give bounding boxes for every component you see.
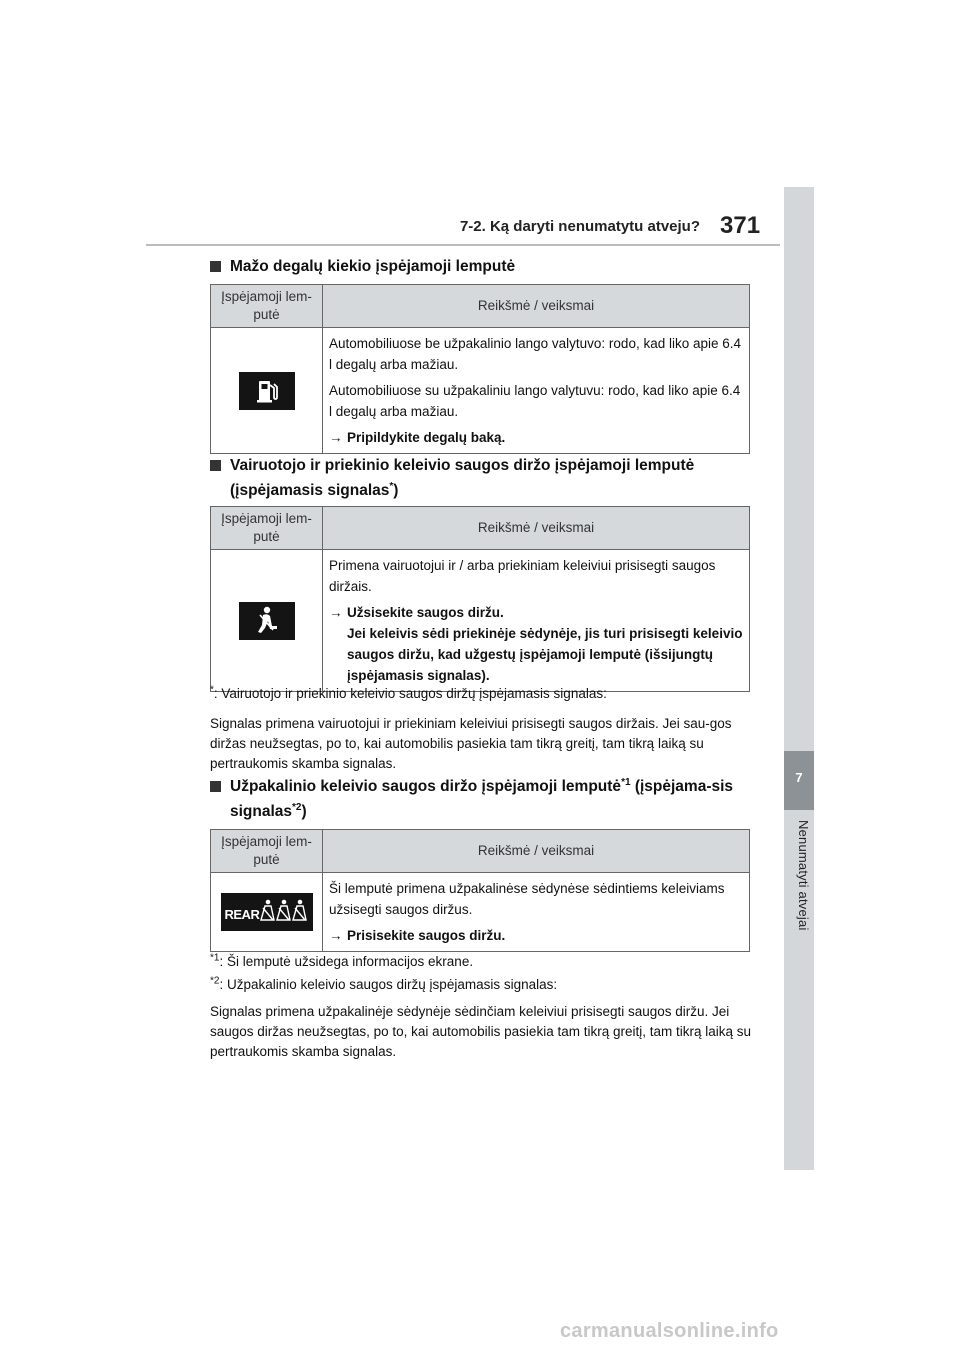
icon-cell — [211, 550, 323, 692]
rear-signal-paragraph: Signalas primena užpakalinėje sėdynėje sėdinčiam keleiviui prisisegti saugos diržu. Jei saugos diržas neužsegtas, po to, kai automobilis pasiekia tam tikrą greitį, tam tikrą laiką su pertraukomis skamba signalas. — [210, 1004, 752, 1059]
icon-cell — [211, 328, 323, 454]
action-line: → Prisisekite saugos diržu. — [329, 925, 743, 946]
fuel-pump-icon — [239, 372, 295, 410]
arrow-icon: → — [329, 605, 343, 620]
col-header-lamp: Įspėjamoji lem-putė — [211, 830, 323, 873]
action-line: → Pripildykite degalų baką. — [329, 427, 743, 448]
low-fuel-table — [210, 284, 750, 454]
meaning-line: Ši lemputė primena užpakalinėse sėdynėse sėdintiems keleiviams užsisegti saugos diržus. — [329, 881, 725, 917]
front-seatbelt-table — [210, 506, 750, 692]
table-row — [211, 873, 750, 952]
meaning-cell — [323, 550, 750, 692]
footnote-mark: * — [210, 684, 214, 696]
table-header-row — [211, 507, 750, 550]
table-header-row — [211, 830, 750, 873]
heading-front-seatbelt: Vairuotojo ir priekinio keleivio saugos diržo įspėjamoji lemputė (įspėjamasis signalas*) — [210, 453, 750, 503]
heading-rear-seatbelt: Užpakalinio keleivio saugos diržo įspėjamoji lemputė$^{*1}$ (įspėjama-sis signalas$^{*2}$) — [210, 774, 750, 824]
footnote-mark: * — [389, 480, 394, 492]
square-bullet-icon — [210, 460, 221, 471]
rear-seatbelt-table — [210, 829, 750, 952]
page-number: 371 — [720, 212, 761, 239]
footnote-mark: *2 — [210, 975, 220, 987]
footnote-star: *: Vairuotojo ir priekinio keleivio saugos diržų įspėjamasis signalas: — [210, 684, 607, 701]
col-header-lamp: Įspėjamoji lem-putė — [211, 285, 323, 328]
col-header-lamp: Įspėjamoji lem-putė — [211, 507, 323, 550]
section-title: 7-2. Ką daryti nenumatytu atveju? — [459, 218, 700, 235]
signal-paragraph: Signalas primena vairuotojui ir priekiniam keleiviui prisisegti saugos diržais. Jei sau-gos diržas neužsegtas, po to, kai automobilis pasiekia tam tikrą greitį, tam tikrą laiką su pertraukomis skamba signalas. — [210, 716, 732, 771]
arrow-icon: → — [329, 928, 343, 943]
meaning-cell — [323, 873, 750, 952]
meaning-line: Primena vairuotojui ir / arba priekiniam keleiviui prisisegti saugos diržais. — [329, 558, 716, 594]
chapter-title: Nenumatyti atvejai — [796, 820, 811, 931]
footnote-2: $^{*2}$: Užpakalinio keleivio saugos diržų įspėjamasis signalas: — [210, 975, 558, 992]
rear-label: REAR — [224, 907, 260, 922]
square-bullet-icon — [210, 261, 221, 272]
chapter-number: 7 — [795, 770, 803, 785]
table-row — [211, 550, 750, 692]
square-bullet-icon — [210, 781, 221, 792]
table-header-row — [211, 285, 750, 328]
rear-seatbelt-icon — [221, 893, 313, 931]
table-row — [211, 328, 750, 454]
meaning-line: Automobiliuose su užpakaliniu lango valytuvu: rodo, kad liko apie 6.4 l degalų arba mažiau. — [329, 383, 741, 419]
seatbelt-icon — [239, 602, 295, 640]
watermark: carmanualsonline.info — [560, 1320, 779, 1342]
footnote-mark: *1 — [621, 776, 631, 788]
footnote-mark: *2 — [292, 801, 302, 813]
header-divider — [146, 244, 780, 246]
col-header-meaning: Reikšmė / veiksmai — [323, 830, 750, 873]
footnote-1: $^{*1}$: Ši lemputė užsidega informacijos ekrane. — [210, 952, 474, 969]
meaning-line: Automobiliuose be užpakalinio lango valytuvo: rodo, kad liko apie 6.4 l degalų arba mažiau. — [329, 336, 742, 372]
heading-low-fuel: Mažo degalų kiekio įspėjamoji lemputė — [210, 254, 750, 279]
col-header-meaning: Reikšmė / veiksmai — [323, 507, 750, 550]
arrow-icon: → — [329, 430, 343, 445]
footnote-mark: *1 — [210, 952, 220, 964]
action-line: → Užsisekite saugos diržu. Jei keleivis sėdi priekinėje sėdynėje, jis turi prisisegti keleivio saugos diržu, kad užgestų įspėjamoji lemputė (išsijungtų įspėjamasis signalas). — [329, 602, 743, 686]
col-header-meaning: Reikšmė / veiksmai — [323, 285, 750, 328]
meaning-cell — [323, 328, 750, 454]
icon-cell — [211, 873, 323, 952]
chapter-side-tab — [784, 187, 814, 1170]
